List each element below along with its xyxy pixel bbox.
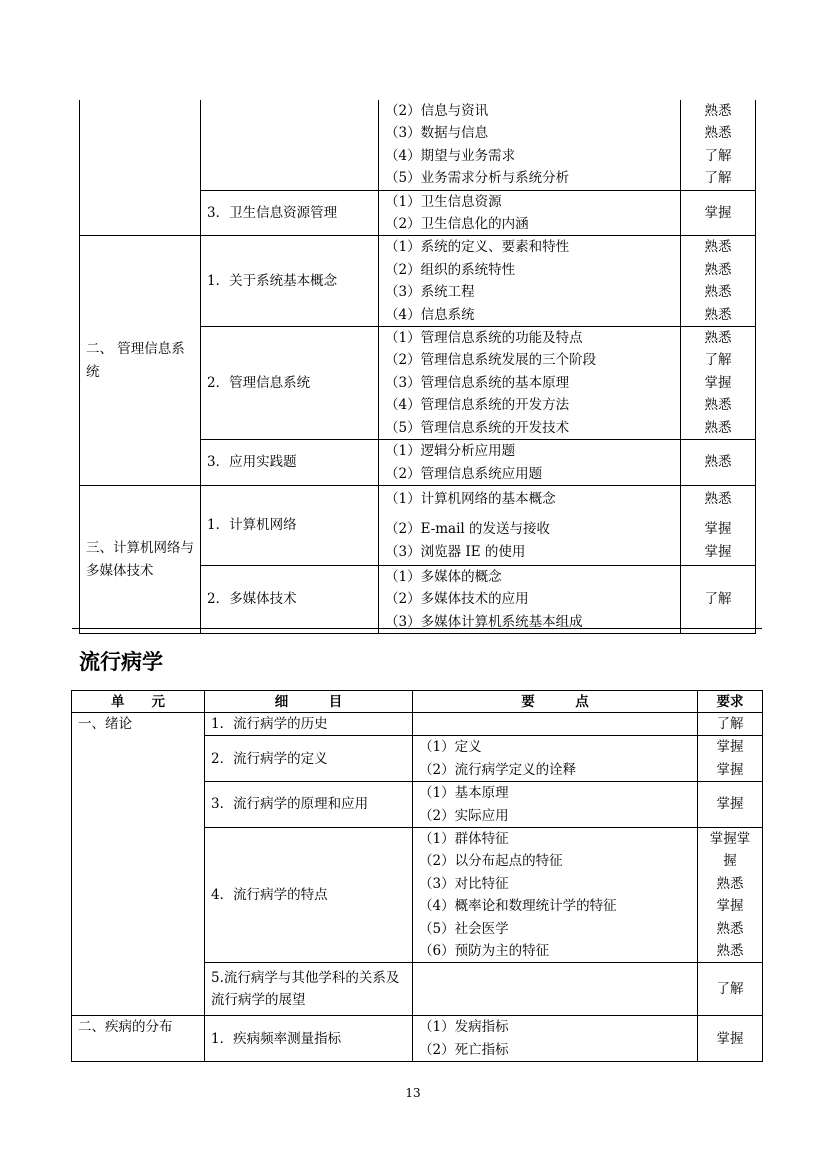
requirement-cell: 了解 (698, 713, 763, 736)
requirement-cell: 掌握 (698, 782, 763, 828)
divider (72, 628, 762, 629)
item-cell: 4．流行病学的特点 (205, 828, 413, 963)
header-item: 细 目 (205, 691, 413, 713)
points-cell (379, 236, 681, 327)
points-cell (413, 782, 698, 828)
point-line: （5）社会医学 (419, 920, 509, 937)
points-cell (413, 1016, 698, 1062)
point-line: （1）群体特征 (419, 831, 509, 848)
point-line: （6）预防为主的特征 (419, 943, 550, 960)
curriculum-table-continued (79, 100, 756, 634)
item-cell: 2．流行病学的定义 (205, 736, 413, 782)
item-cell: 2．多媒体技术 (201, 565, 379, 633)
point-line: （2）信息与资讯 (385, 103, 489, 119)
point-line: （3）数据与信息 (385, 125, 489, 142)
header-unit: 单 元 (72, 691, 205, 713)
point-line: （1）基本原理 (419, 785, 509, 802)
requirement-cell: 了解 (681, 565, 756, 633)
item-cell: 3．流行病学的原理和应用 (205, 782, 413, 828)
table-row (72, 1016, 763, 1062)
point-line: （1）发病指标 (419, 1019, 509, 1036)
requirement-cell (681, 236, 756, 327)
point-line: （5）业务需求分析与系统分析 (385, 170, 570, 187)
unit-cell (80, 100, 201, 236)
requirement-line: 掌握 (704, 543, 732, 560)
item-cell: 1．流行病学的历史 (205, 713, 413, 736)
point-line: （2）实际应用 (419, 807, 509, 824)
epidemiology-table (71, 690, 763, 1062)
point-line: （1）计算机网络的基本概念 (385, 490, 556, 507)
item-cell: 3．卫生信息资源管理 (201, 190, 379, 236)
requirement-line: 熟悉 (704, 103, 732, 119)
point-line: （1）卫生信息资源 (385, 193, 502, 210)
points-cell (413, 828, 698, 963)
item-cell: 2．管理信息系统 (201, 327, 379, 440)
point-line: （1）系统的定义、要素和特性 (385, 239, 570, 256)
unit-cell: 二、 管理信息系统 (80, 236, 201, 485)
requirement-line: 熟悉 (716, 920, 744, 937)
points-cell (379, 100, 681, 190)
requirement-line: 熟悉 (704, 284, 732, 301)
point-line: （2）组织的系统特性 (385, 261, 516, 278)
item-cell: 3．应用实践题 (201, 440, 379, 486)
requirement-line: 熟悉 (704, 306, 732, 323)
point-line: （2）死亡指标 (419, 1041, 509, 1058)
requirement-line: 了解 (704, 170, 732, 187)
point-line: （3）浏览器 IE 的使用 (385, 543, 526, 560)
section-title: 流行病学 (79, 650, 163, 674)
point-line: （3）多媒体计算机系统基本组成 (385, 613, 583, 630)
unit-cell: 二、疾病的分布 (72, 1016, 205, 1062)
point-line: （2）E-mail 的发送与接收 (385, 521, 551, 538)
requirement-line: 熟悉 (704, 490, 732, 507)
requirement-line: 熟悉 (704, 397, 732, 414)
points-cell (413, 713, 698, 736)
requirement-line: 熟悉 (704, 239, 732, 256)
requirement-line: 掌握 (716, 739, 744, 756)
table-row (72, 713, 763, 736)
requirement-line: 熟悉 (716, 875, 744, 892)
requirement-cell (681, 327, 756, 440)
requirement-line: 熟悉 (716, 943, 744, 960)
point-line: （4）概率论和数理统计学的特征 (419, 898, 617, 915)
item-cell: 1．计算机网络 (201, 485, 379, 565)
requirement-cell (698, 736, 763, 782)
item-cell: 1．关于系统基本概念 (201, 236, 379, 327)
point-line: （1）逻辑分析应用题 (385, 443, 516, 460)
point-line: （4）期望与业务需求 (385, 147, 516, 164)
point-line: （3）系统工程 (385, 284, 475, 301)
table-header-row (72, 691, 763, 713)
item-cell: 5.流行病学与其他学科的关系及流行病学的展望 (205, 963, 413, 1016)
points-cell (379, 485, 681, 565)
points-cell (413, 963, 698, 1016)
requirement-cell: 熟悉 (681, 440, 756, 486)
requirement-cell: 掌握 (681, 190, 756, 236)
header-requirement: 要求 (698, 691, 763, 713)
header-points: 要 点 (413, 691, 698, 713)
point-line: （4）信息系统 (385, 306, 475, 323)
requirement-line: 掌握 (716, 761, 744, 778)
requirement-cell: 掌握 (698, 1016, 763, 1062)
requirement-line: 熟悉 (704, 419, 732, 436)
point-line: （1）多媒体的概念 (385, 568, 502, 585)
point-line: （2）以分布起点的特征 (419, 853, 563, 870)
requirement-cell (698, 828, 763, 963)
point-line: （4）管理信息系统的开发方法 (385, 397, 570, 414)
table-row (80, 485, 756, 565)
requirement-line: 掌握 (704, 521, 732, 538)
table-row (80, 100, 756, 190)
table-row (80, 236, 756, 327)
requirement-line: 了解 (704, 352, 732, 369)
unit-cell: 一、绪论 (72, 713, 205, 1016)
point-line: （1）定义 (419, 739, 482, 756)
requirement-line: 掌握掌 (709, 831, 751, 848)
point-line: （3）管理信息系统的基本原理 (385, 374, 570, 391)
point-line: （2）管理信息系统发展的三个阶段 (385, 352, 597, 369)
point-line: （2）卫生信息化的内涵 (385, 216, 529, 233)
page-number: 13 (405, 1086, 421, 1100)
requirement-line: 掌握 (716, 898, 744, 915)
requirement-line: 熟悉 (704, 261, 732, 278)
requirement-cell: 了解 (698, 963, 763, 1016)
point-line: （1）管理信息系统的功能及特点 (385, 330, 583, 347)
requirement-line: 熟悉 (704, 125, 732, 142)
point-line: （2）管理信息系统应用题 (385, 465, 543, 482)
unit-cell: 三、计算机网络与多媒体技术 (80, 485, 201, 633)
point-line: （3）对比特征 (419, 875, 509, 892)
points-cell (413, 736, 698, 782)
points-cell (379, 327, 681, 440)
points-cell (379, 190, 681, 236)
item-cell: 1．疾病频率测量指标 (205, 1016, 413, 1062)
requirement-line: 了解 (704, 147, 732, 164)
point-line: （5）管理信息系统的开发技术 (385, 419, 570, 436)
point-line: （2）多媒体技术的应用 (385, 591, 529, 608)
requirement-line: 握 (723, 853, 737, 870)
requirement-cell (681, 485, 756, 565)
requirement-line: 熟悉 (704, 330, 732, 347)
points-cell (379, 440, 681, 486)
item-cell (201, 100, 379, 190)
point-line: （2）流行病学定义的诠释 (419, 761, 577, 778)
points-cell (379, 565, 681, 633)
requirement-cell (681, 100, 756, 190)
requirement-line: 掌握 (704, 374, 732, 391)
